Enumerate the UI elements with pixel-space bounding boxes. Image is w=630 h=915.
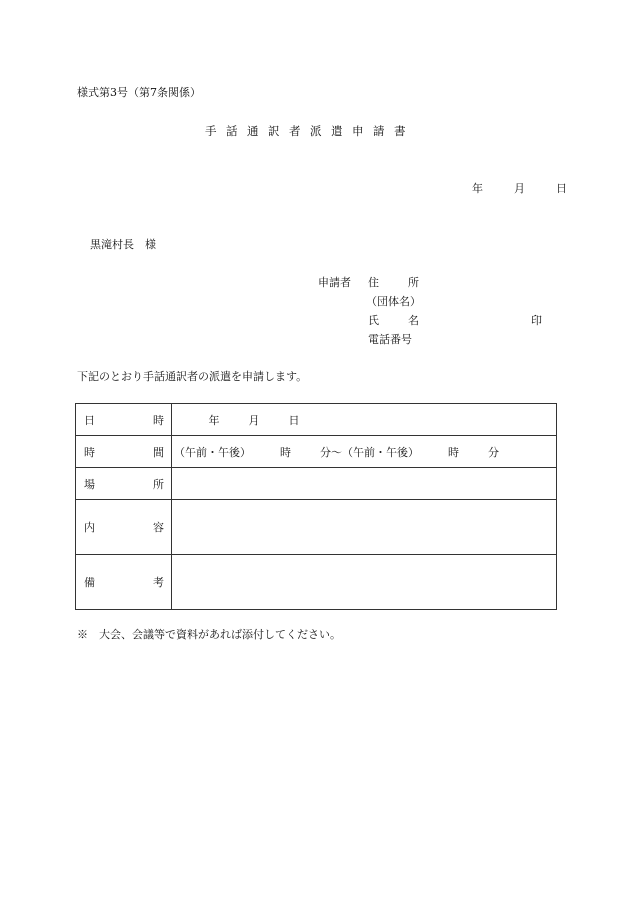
end-min-label: 分 [488,445,499,459]
date-day-label: 日 [556,182,567,195]
start-min-label: 分～（午前・午後） [320,445,419,459]
name-label [368,312,419,328]
address-label-2: 所 [408,276,419,289]
application-date [472,180,567,196]
name-label-1: 氏 [368,314,379,327]
attachment-note: ※ 大会、会議等で資料があれば添付してください。 [77,628,341,641]
intro-text: 下記のとおり手話通訳者の派遣を申請します。 [77,370,308,383]
content-field[interactable] [172,500,557,555]
date-month-label: 月 [514,182,525,195]
seal-label: 印 [531,314,542,327]
table-row [76,555,557,610]
table-row [76,500,557,555]
end-hour-label: 時 [448,445,459,459]
date-year-label: 年 [472,182,483,195]
table-row [76,468,557,500]
start-hour-label: 時 [280,445,291,459]
table-row [76,404,557,436]
form-number: 様式第3号（第7条関係） [77,86,201,99]
group-name-label: （団体名） [366,295,421,308]
request-table [75,403,557,610]
phone-label: 電話番号 [368,333,412,346]
time-field[interactable] [172,436,557,468]
row-label-datetime: 日 時 [76,404,172,436]
address-label [368,274,419,290]
row-label-remarks: 備 考 [76,555,172,610]
addressee: 黒滝村長 様 [90,238,156,251]
place-field[interactable] [172,468,557,500]
row-label-time: 時 間 [76,436,172,468]
row-label-place: 場 所 [76,468,172,500]
datetime-field[interactable] [172,404,557,436]
table-row [76,436,557,468]
month-label: 月 [248,413,260,427]
row-label-content: 内 容 [76,500,172,555]
start-ampm-label: （午前・午後） [174,445,251,459]
applicant-label: 申請者 [318,276,351,289]
address-label-1: 住 [368,276,379,289]
document-title: 手話通訳者派遣申請書 [205,124,415,138]
year-label: 年 [208,413,220,427]
name-label-2: 名 [408,314,419,327]
day-label: 日 [288,413,300,427]
remarks-field[interactable] [172,555,557,610]
